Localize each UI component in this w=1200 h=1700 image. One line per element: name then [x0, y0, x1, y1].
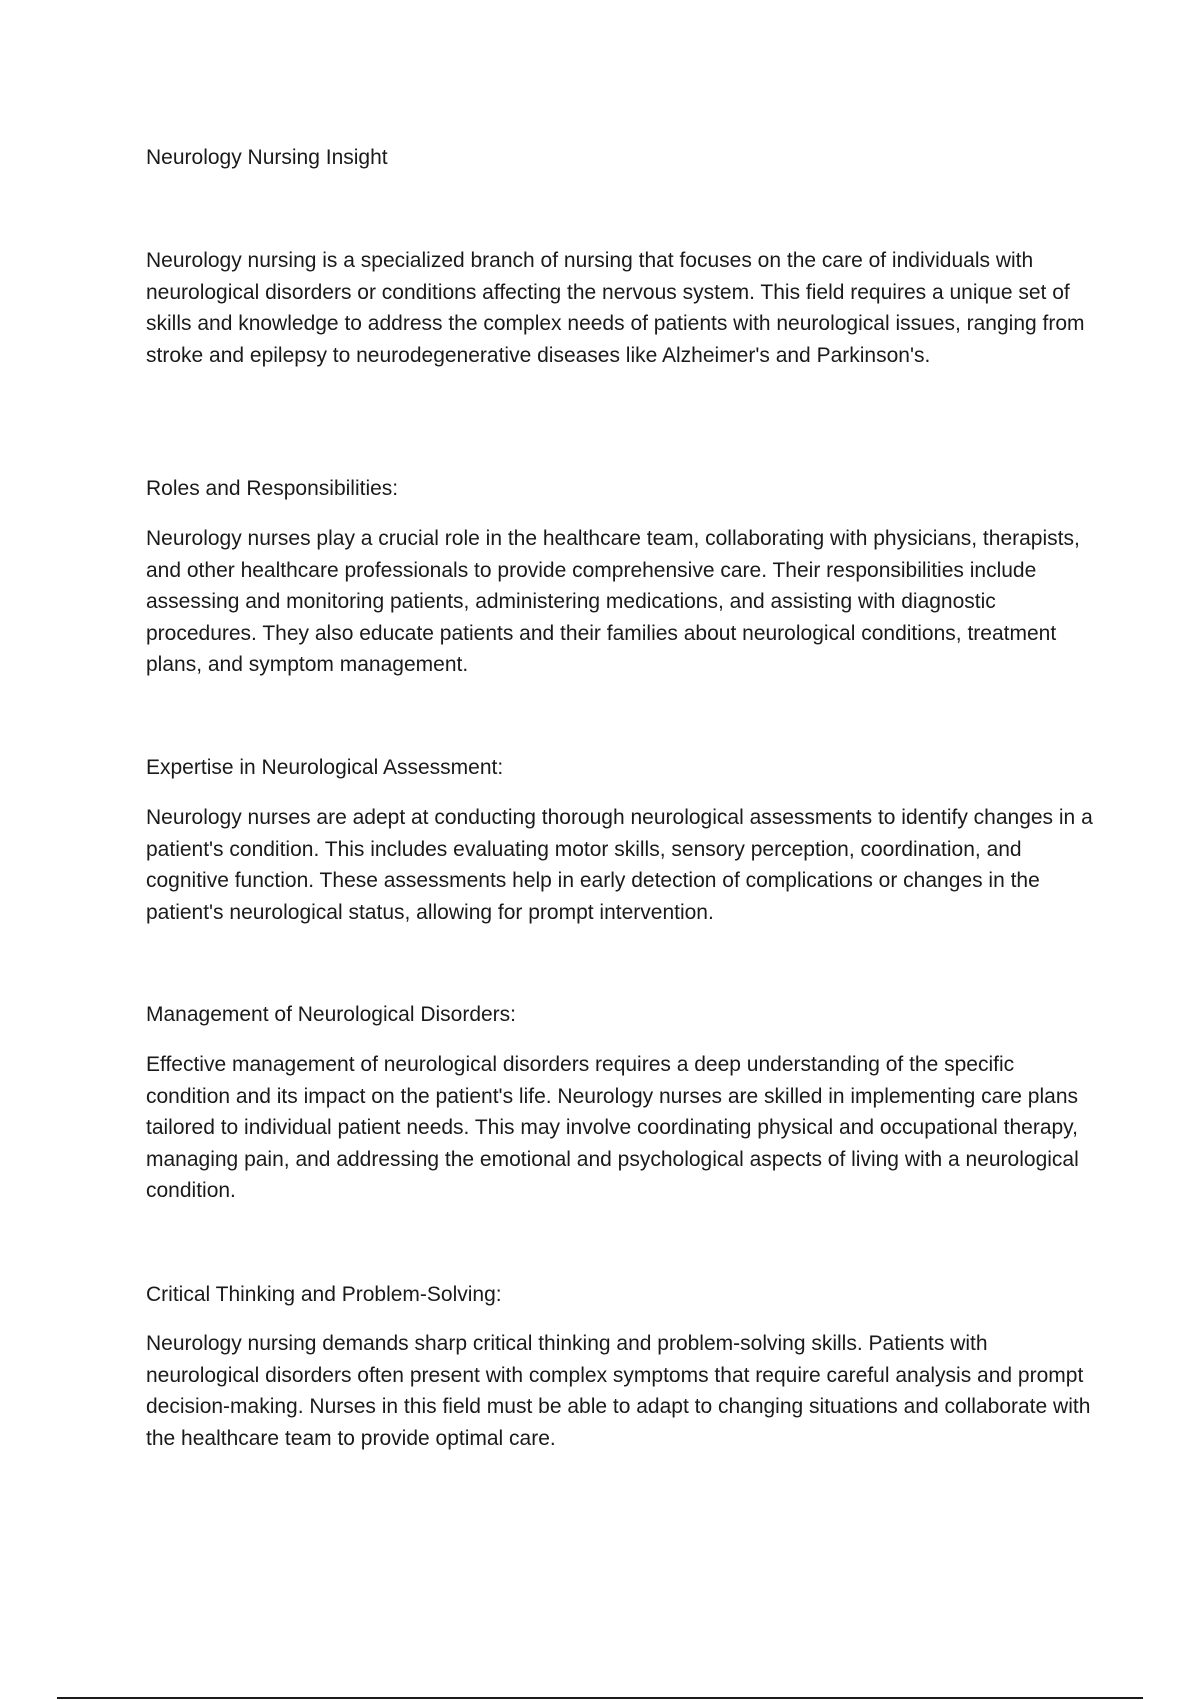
section-heading-critical-thinking: Critical Thinking and Problem-Solving:	[146, 1283, 502, 1306]
section-heading-roles: Roles and Responsibilities:	[146, 477, 399, 500]
section-heading-management: Management of Neurological Disorders:	[146, 1003, 517, 1026]
section-body-expertise: Neurology nurses are adept at conducting thorough neurological assessments to identify changes in a patient's condition. This includes evaluating motor skills, sensory perception, coordination, and cognitive function. These assessments help in early detection of complications or changes in the patient's neurological status, allowing for prompt intervention.	[146, 806, 1093, 924]
section-body-critical-thinking: Neurology nursing demands sharp critical thinking and problem-solving skills. Patients with neurological disorders often present with complex symptoms that require careful analysis and prompt decision-making. Nurses in this field must be able to adapt to changing situations and collaborate with the healthcare team to provide optimal care.	[146, 1332, 1091, 1450]
section-heading-expertise: Expertise in Neurological Assessment:	[146, 756, 504, 779]
section-body-management: Effective management of neurological disorders requires a deep understanding of the specific condition and its impact on the patient's life. Neurology nurses are skilled in implementing care plans tailored to individual patient needs. This may involve coordinating physical and occupational therapy, managing pain, and addressing the emotional and psychological aspects of living with a neurological condition.	[146, 1053, 1079, 1202]
intro-paragraph: Neurology nursing is a specialized branch of nursing that focuses on the care of individuals with neurological disorders or conditions affecting the nervous system. This field requires a unique set of skills and knowledge to address the complex needs of patients with neurological issues, ranging from stroke and epilepsy to neurodegenerative diseases like Alzheimer's and Parkinson's.	[146, 249, 1085, 367]
footer-divider	[57, 1697, 1143, 1699]
section-body-roles: Neurology nurses play a crucial role in the healthcare team, collaborating with physicians, therapists, and other healthcare professionals to provide comprehensive care. Their responsibilities include assessing and monitoring patients, administering medications, and assisting with diagnostic procedures. They also educate patients and their families about neurological conditions, treatment plans, and symptom management.	[146, 527, 1080, 676]
document-title: Neurology Nursing Insight	[146, 146, 388, 169]
